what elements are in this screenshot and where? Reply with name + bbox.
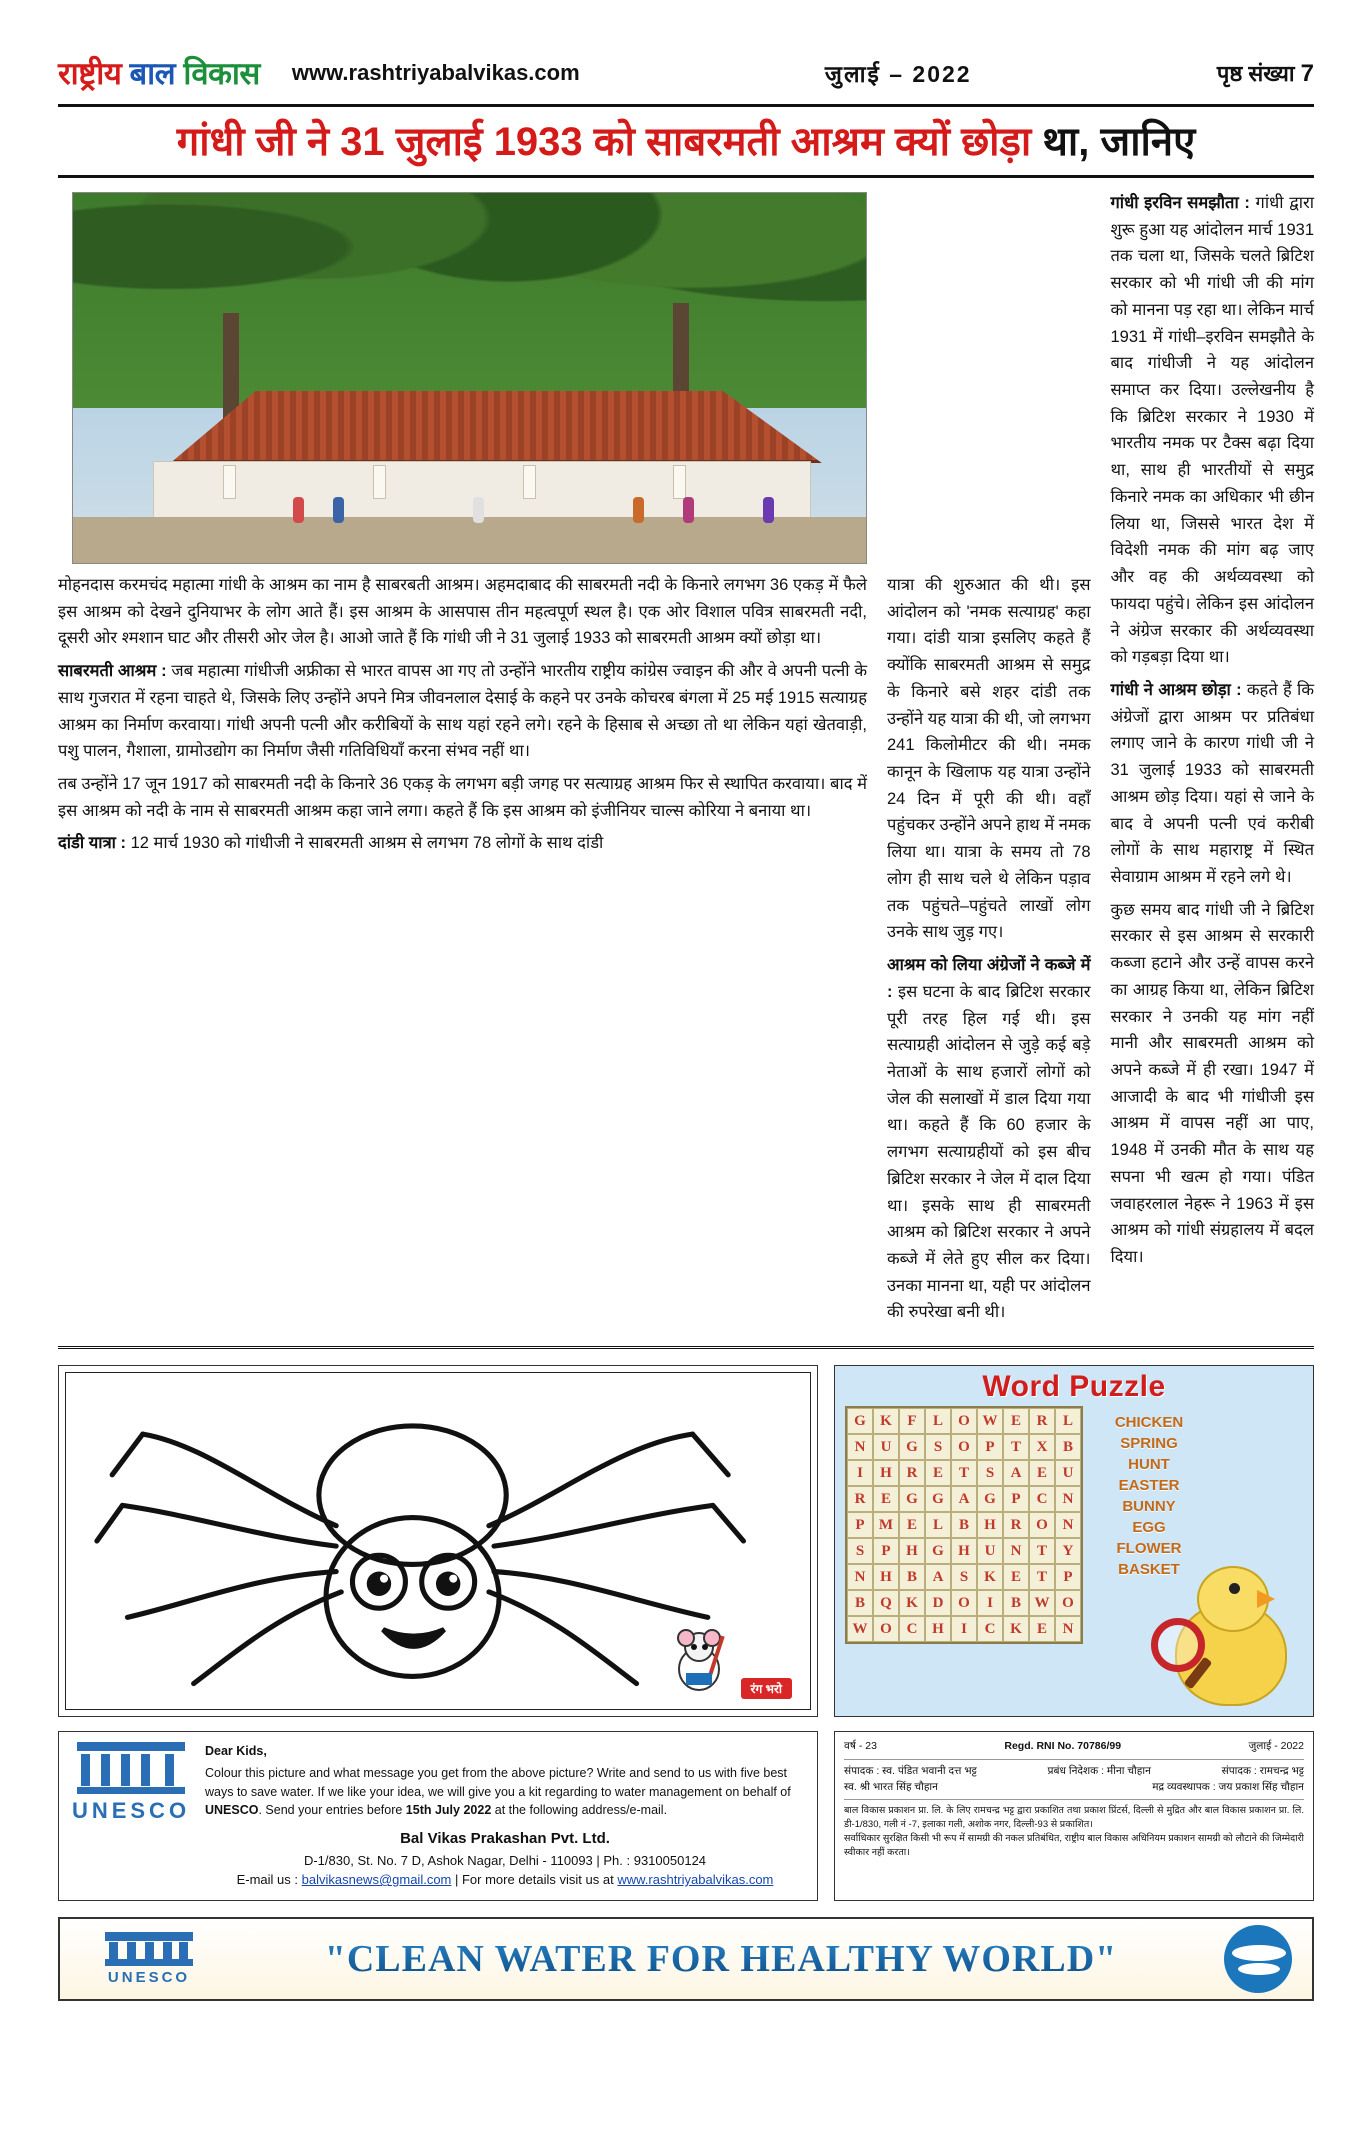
- instruction-part-1: Colour this picture and what message you get from the above picture? Write and send to us with five best ways to save water. If we like your idea, we will give you a kit regarding to water management on behalf of: [205, 1765, 791, 1799]
- unesco-base: [77, 1787, 185, 1794]
- activities-row: [58, 1365, 1314, 1717]
- rni-number: Regd. RNI No. 70786/99: [1004, 1740, 1122, 1753]
- word-puzzle-cell[interactable]: K: [1003, 1616, 1029, 1642]
- word-puzzle-title: Word Puzzle: [982, 1370, 1166, 1404]
- word-puzzle-word: HUNT: [1128, 1456, 1170, 1474]
- subheading: गांधी ने आश्रम छोड़ा :: [1110, 680, 1242, 699]
- word-puzzle-cell[interactable]: P: [847, 1512, 873, 1538]
- greeting: Dear Kids,: [205, 1744, 267, 1759]
- word-puzzle-cell[interactable]: R: [847, 1486, 873, 1512]
- unesco-roof: [105, 1932, 193, 1941]
- word-puzzle-cell[interactable]: I: [951, 1616, 977, 1642]
- word-puzzle-cell[interactable]: G: [847, 1408, 873, 1434]
- ashram-photo: [72, 192, 867, 564]
- word-puzzle-cell[interactable]: E: [873, 1486, 899, 1512]
- article-text: गांधी द्वारा शुरू हुआ यह आंदोलन मार्च 1931 तक चला था, जिसके चलते ब्रिटिश सरकार को भी गांधी जी की मांग को मानना पड़ रहा था। लेकिन मार्च 1931 में गांधी–इरविन समझौते के बाद गांधीजी ने यह आंदोलन समाप्त कर दिया। उल्लेखनीय है कि ब्रिटिश सरकार ने 1930 में भारतीय नमक पर टैक्स बढ़ा दिया था, साथ ही भारतीयों से समुद्र किनारे नमक का अधिकार भी छीन लिया था, जिससे भारत देश में विदेशी नमक की मांग बढ़ जाए और वह की अर्थव्यवस्था को फायदा पहुंचे। लेकिन इस आंदोलन ने अंग्रेज सरकार की अर्थव्यवस्था को गड़बड़ा दिया था।: [1110, 194, 1314, 667]
- article-paragraph: [1111, 677, 1315, 891]
- word-puzzle-word: CHICKEN: [1114, 1414, 1184, 1432]
- footer-unesco-word: UNESCO: [107, 1968, 191, 1986]
- word-puzzle-word: EASTER: [1118, 1477, 1180, 1495]
- photo-pillar: [223, 465, 236, 499]
- unesco-base: [105, 1959, 193, 1966]
- subheading: आश्रम को लिया अंग्रेजों ने कब्जे में :: [887, 956, 1091, 1001]
- subheading: साबरमती आश्रम :: [58, 662, 167, 681]
- word-puzzle-cell[interactable]: T: [1029, 1538, 1055, 1564]
- headline-red: गांधी जी ने 31 जुलाई 1933 को साबरमती आश्रम क्यों छोड़ा: [176, 120, 1032, 164]
- page-number-label: [1217, 58, 1314, 88]
- imprint-box: [834, 1731, 1314, 1901]
- footer-unesco-logo: [74, 1932, 224, 1986]
- globe-wave: [1238, 1963, 1280, 1975]
- rang-bharo-badge: [662, 1627, 792, 1699]
- word-puzzle-cell[interactable]: B: [1055, 1434, 1081, 1460]
- owner-line: स्व. श्री भारत सिंह चौहान: [844, 1780, 938, 1793]
- article-text: इस घटना के बाद ब्रिटिश सरकार पूरी तरह हिल गई थी। इस सत्याग्रही आंदोलन से जुड़े कई बड़े नेताओं के साथ हजारों लोगों को जेल की सलाखों में डाल दिया गया था। कहते हैं कि 60 हजार के लगभग सत्याग्रहीयों को इस बीच ब्रिटिश सरकार ने जेल में दाल दिया था। इसके साथ ही साबरमती आश्रम को ब्रिटिश सरकार ने अपने कब्जे में लेते हुए सील कर दिया। उनका मानना था, यही पर आंदोलन की रुपरेखा बनी थी।: [887, 982, 1091, 1322]
- page-number: 7: [1300, 60, 1314, 87]
- word-puzzle-cell[interactable]: H: [925, 1616, 951, 1642]
- word-puzzle-cell[interactable]: U: [873, 1434, 899, 1460]
- photo-pillar: [523, 465, 536, 499]
- word-puzzle-cell[interactable]: M: [873, 1512, 899, 1538]
- unesco-temple-icon: [105, 1932, 193, 1966]
- word-puzzle-cell[interactable]: K: [977, 1564, 1003, 1590]
- article-paragraph: [58, 658, 867, 765]
- unesco-column: [145, 1942, 154, 1960]
- word-puzzle-cell[interactable]: A: [951, 1486, 977, 1512]
- word-puzzle-cell[interactable]: O: [1055, 1590, 1081, 1616]
- word-puzzle-cell[interactable]: L: [1055, 1408, 1081, 1434]
- word-puzzle-cell[interactable]: B: [951, 1512, 977, 1538]
- word-puzzle-cell[interactable]: D: [925, 1590, 951, 1616]
- article-column-2: [887, 190, 1091, 1332]
- headline-black: था, जानिए: [1031, 120, 1196, 164]
- word-puzzle-panel: [834, 1365, 1314, 1717]
- word-puzzle-word: FLOWER: [1116, 1540, 1182, 1558]
- article-paragraph: मोहनदास करमचंद महात्मा गांधी के आश्रम का नाम है साबरबती आश्रम। अहमदाबाद की साबरमती नदी के किनारे लगभग 36 एकड़ में फैले इस आश्रम को देखने दुनियाभर के लोग आते हैं। इस आश्रम के आसपास तीन महत्वपूर्ण स्थल है। एक ओर विशाल पवित्र साबरमती नदी, दूसरी ओर श्मशान घाट और तीसरी ओर जेल है। आओ जाते हैं कि गांधी जी ने 31 जुलाई 1933 को साबरमती आश्रम क्यों छोड़ा था।: [58, 576, 867, 648]
- word-puzzle-cell[interactable]: E: [1029, 1460, 1055, 1486]
- instruction-part-2: . Send your entries before: [258, 1803, 406, 1818]
- deadline-text: 15th July 2022: [405, 1803, 492, 1818]
- word-puzzle-cell[interactable]: R: [1029, 1408, 1055, 1434]
- word-puzzle-cell[interactable]: W: [1029, 1590, 1055, 1616]
- word-puzzle-cell[interactable]: T: [1029, 1564, 1055, 1590]
- word-puzzle-cell[interactable]: G: [977, 1486, 1003, 1512]
- word-puzzle-cell[interactable]: C: [899, 1616, 925, 1642]
- word-puzzle-cell[interactable]: B: [1003, 1590, 1029, 1616]
- word-puzzle-cell[interactable]: O: [1029, 1512, 1055, 1538]
- article-text: कहते हैं कि अंग्रेजों द्वारा आश्रम पर प्रतिबंधा लगाए जाने के कारण गांधी जी ने 31 जुलाई 1933 को साबरमती आश्रम छोड़ दिया। यहां से जाने के बाद वे अपनी पत्नी एवं करीबी लोगों के साथ महाराष्ट्र में स्थित सेवाग्राम आश्रम में रहने लगे थे।: [1110, 680, 1314, 886]
- article-text: जब महात्मा गांधीजी अफ्रीका से भारत वापस आ गए तो उन्होंने भारतीय राष्ट्रीय कांग्रेस ज्वाइन की और वे अपनी पत्नी के साथ गुजरात में रहना चाहते थे, जिसके लिए उन्होंने अपने मित्र जीवनलाल देसाई के कहने पर उनके कोचरब बंगला में 25 मई 1915 सत्याग्रह आश्रम का निर्माण करवाया। गांधी अपनी पत्नी और करीबियों के साथ यहां रहने लगे। रहने के हिसाब से अच्छा तो था लेकिन यहां खेतवाड़ी, पशु पालन, गैशाला, ग्रामोउद्योग का निर्माण जैसी गतिविधियाँ करना संभव नहीं था।: [58, 662, 868, 761]
- word-puzzle-cell[interactable]: U: [977, 1538, 1003, 1564]
- printer-line: मद्र व्यवस्थापक : जय प्रकाश सिंह चौहान: [1152, 1780, 1304, 1793]
- photo-spacer: [887, 190, 1091, 572]
- word-puzzle-cell[interactable]: N: [1055, 1486, 1081, 1512]
- word-puzzle-cell[interactable]: T: [1003, 1434, 1029, 1460]
- word-puzzle-cell[interactable]: W: [977, 1408, 1003, 1434]
- word-puzzle-cell[interactable]: H: [873, 1564, 899, 1590]
- unesco-roof: [77, 1742, 185, 1751]
- word-puzzle-cell[interactable]: H: [899, 1538, 925, 1564]
- photo-ground: [73, 517, 866, 563]
- unesco-column: [163, 1942, 172, 1960]
- word-puzzle-cell[interactable]: U: [1055, 1460, 1081, 1486]
- word-puzzle-cell[interactable]: E: [1029, 1616, 1055, 1642]
- word-puzzle-cell[interactable]: X: [1029, 1434, 1055, 1460]
- imprint-editor-row: [844, 1764, 1304, 1780]
- divider: [844, 1799, 1304, 1800]
- imprint-month: जुलाई - 2022: [1248, 1740, 1304, 1753]
- unesco-logo: [71, 1742, 191, 1824]
- photo-visitor: [333, 497, 344, 523]
- word-puzzle-cell[interactable]: P: [1003, 1486, 1029, 1512]
- word-puzzle-cell[interactable]: C: [1029, 1486, 1055, 1512]
- article-paragraph: यात्रा की शुरुआत की थी। इस आंदोलन को 'नमक सत्याग्रह' कहा गया। दांडी यात्रा इसलिए कहते हैं क्योंकि साबरमती आश्रम से समुद्र के किनारे बसे शहर दांडी तक उन्होंने यह यात्रा की थी, जो लगभग 241 किलोमीटर की थी। नमक कानून के खिलाफ यह यात्रा उन्होंने 24 दिन में पूरी की थी। वहाँ पहुंचकर उन्होंने अपने हाथ में नमक लिया था। यात्रा के समय तो 78 लोग ही साथ चले थे लेकिन पड़ाव तक पहुंचते–पहुंचते लाखों लोग उनके साथ जुड़ गए।: [887, 576, 1091, 942]
- word-puzzle-cell[interactable]: F: [899, 1408, 925, 1434]
- word-puzzle-cell[interactable]: Y: [1055, 1538, 1081, 1564]
- unesco-column: [165, 1754, 174, 1786]
- issue-date: जुलाई – 2022: [824, 61, 972, 87]
- masthead: [58, 52, 1314, 107]
- article-paragraph: कुछ समय बाद गांधी जी ने ब्रिटिश सरकार से इस आश्रम से सरकारी कब्जा हटाने और उन्हें वापस करने का आग्रह किया था, लेकिन ब्रिटिश सरकार ने उनकी यह मांग नहीं मानी और साबरमती आश्रम को अपने कब्जे में ही रखा। 1947 में आजादी के बाद भी गांधीजी इस आश्रम में वापस नहीं आ पाए, 1948 में उनकी मौत के साथ यह सपना भी खत्म हो गया। पंडित जवाहरलाल नेहरू ने 1963 में इस आश्रम को गांधी संग्रहालय में बदल दिया।: [1110, 900, 1314, 1267]
- article-paragraph: [887, 952, 1091, 1326]
- unesco-column: [179, 1942, 188, 1960]
- word-puzzle-cell[interactable]: S: [847, 1538, 873, 1564]
- info-row: [58, 1731, 1314, 1901]
- brand-part-2: बाल: [129, 56, 176, 91]
- word-puzzle-cell[interactable]: G: [925, 1486, 951, 1512]
- word-puzzle-word: BUNNY: [1122, 1498, 1176, 1516]
- photo-visitor: [683, 497, 694, 523]
- divider: [844, 1759, 1304, 1760]
- publisher-block: [205, 1828, 805, 1890]
- globe-wave: [1232, 1945, 1286, 1961]
- photo-visitor: [633, 497, 644, 523]
- chick-illustration: [1157, 1562, 1307, 1712]
- email-address[interactable]: balvikasnews@gmail.com: [301, 1872, 452, 1888]
- word-puzzle-cell[interactable]: W: [847, 1616, 873, 1642]
- word-puzzle-cell[interactable]: O: [873, 1616, 899, 1642]
- instruction-part-3: at the following address/e-mail.: [491, 1803, 668, 1818]
- footer-banner: [58, 1917, 1314, 2001]
- brand-part-3: विकास: [183, 56, 260, 91]
- magnifier-icon: [1151, 1618, 1205, 1672]
- word-puzzle-cell[interactable]: E: [899, 1512, 925, 1538]
- email-label: E-mail us :: [236, 1872, 298, 1888]
- article-paragraph: तब उन्होंने 17 जून 1917 को साबरमती नदी के किनारे 36 एकड़ के लगभग बड़ी जगह पर सत्याग्रह आश्रम फिर से स्थापित करवाया। बाद में इस आश्रम को नदी के नाम से साबरमती आश्रम कहा जाने लगा। कहते हैं कि इस आश्रम को इंजीनियर चाल्स कोरिया ने बनाया था।: [58, 775, 867, 820]
- mouse-mascot-icon: [662, 1627, 736, 1693]
- volume-year: वर्ष - 23: [844, 1740, 877, 1753]
- article-column-3: [1111, 190, 1315, 1332]
- word-puzzle-cell[interactable]: T: [951, 1460, 977, 1486]
- subheading: दांडी यात्रा :: [58, 834, 127, 853]
- details-label: | For more details visit us at: [455, 1872, 614, 1888]
- rang-bharo-label: रंग भरो: [741, 1678, 792, 1699]
- word-puzzle-cell[interactable]: N: [847, 1564, 873, 1590]
- page-title: [58, 119, 1314, 165]
- word-puzzle-grid[interactable]: [845, 1406, 1083, 1644]
- word-puzzle-cell[interactable]: Q: [873, 1590, 899, 1616]
- imprint-owner-row: [844, 1780, 1304, 1796]
- unesco-column: [81, 1754, 90, 1786]
- website-link[interactable]: www.rashtriyabalvikas.com: [617, 1872, 774, 1888]
- article-paragraph: [58, 830, 867, 857]
- page-label-text: पृष्ठ संख्या: [1216, 61, 1295, 86]
- word-puzzle-cell[interactable]: O: [951, 1408, 977, 1434]
- word-puzzle-cell[interactable]: E: [1003, 1564, 1029, 1590]
- photo-visitor: [473, 497, 484, 523]
- unesco-entry-box: [58, 1731, 818, 1901]
- word-puzzle-word: BASKET: [1118, 1561, 1180, 1579]
- word-puzzle-cell[interactable]: L: [925, 1512, 951, 1538]
- word-puzzle-cell[interactable]: E: [925, 1460, 951, 1486]
- word-puzzle-cell[interactable]: G: [899, 1486, 925, 1512]
- copyright-disclaimer: सर्वाधिकार सुरक्षित किसी भी रूप में सामग्री की नकल प्रतिबंधित, राष्ट्रीय बाल विकास अधिनियम प्रकाशन सामग्री को लौटाने की जिम्मेदारी स्वीकार नहीं करता।: [844, 1832, 1304, 1858]
- brand: [58, 52, 580, 94]
- word-puzzle-cell[interactable]: I: [847, 1460, 873, 1486]
- unesco-column: [127, 1942, 136, 1960]
- word-puzzle-cell[interactable]: R: [1003, 1512, 1029, 1538]
- word-puzzle-cell[interactable]: O: [951, 1434, 977, 1460]
- article-text: 12 मार्च 1930 को गांधीजी ने साबरमती आश्रम से लगभग 78 लोगों के साथ दांडी: [126, 834, 604, 853]
- word-puzzle-cell[interactable]: S: [925, 1434, 951, 1460]
- unesco-temple-icon: [77, 1742, 185, 1794]
- word-puzzle-cell[interactable]: P: [977, 1434, 1003, 1460]
- word-puzzle-cell[interactable]: I: [977, 1590, 1003, 1616]
- word-puzzle-cell[interactable]: N: [1003, 1538, 1029, 1564]
- word-puzzle-cell[interactable]: P: [873, 1538, 899, 1564]
- headline-band: [58, 119, 1314, 178]
- word-puzzle-cell[interactable]: H: [951, 1538, 977, 1564]
- word-puzzle-cell[interactable]: C: [977, 1616, 1003, 1642]
- coloring-picture: [65, 1372, 811, 1710]
- word-puzzle-cell[interactable]: K: [873, 1408, 899, 1434]
- word-puzzle-cell[interactable]: S: [951, 1564, 977, 1590]
- photo-pillar: [373, 465, 386, 499]
- chick-beak: [1257, 1590, 1275, 1608]
- word-puzzle-cell[interactable]: A: [925, 1564, 951, 1590]
- editor-line: संपादक : स्व. पंडित भवानी दत्त भट्ट: [844, 1764, 977, 1777]
- subheading: गांधी इरविन समझौता :: [1110, 194, 1250, 212]
- photo-visitor: [293, 497, 304, 523]
- managing-editor: प्रबंध निदेशक : मीना चौहान: [1047, 1764, 1151, 1777]
- word-puzzle-word: SPRING: [1120, 1435, 1178, 1453]
- contact-line: [205, 1870, 805, 1890]
- word-puzzle-cell[interactable]: B: [847, 1590, 873, 1616]
- word-puzzle-cell[interactable]: N: [847, 1434, 873, 1460]
- water-globe-icon: [1218, 1919, 1298, 1999]
- print-details: बाल विकास प्रकाशन प्रा. लि. के लिए रामचन्द्र भट्ट द्वारा प्रकाशित तथा प्रकाश प्रिंटर्स, दिल्ली से मुद्रित और बाल विकास प्रकाशन प्रा. लि. डी-1/830, गली नं -7, इलाका गली, अशोक नगर, दिल्ली-93 से प्रकाशित।: [844, 1805, 1304, 1831]
- photo-trees: [73, 193, 866, 408]
- word-puzzle-cell[interactable]: N: [1055, 1512, 1081, 1538]
- word-puzzle-cell[interactable]: L: [925, 1408, 951, 1434]
- word-puzzle-cell[interactable]: H: [873, 1460, 899, 1486]
- article-body: [58, 190, 1314, 1349]
- word-puzzle-cell[interactable]: B: [899, 1564, 925, 1590]
- coloring-activity-panel: [58, 1365, 818, 1717]
- word-puzzle-cell[interactable]: O: [951, 1590, 977, 1616]
- word-puzzle-cell[interactable]: G: [925, 1538, 951, 1564]
- word-puzzle-cell[interactable]: E: [1003, 1408, 1029, 1434]
- photo-visitor: [763, 497, 774, 523]
- website-url[interactable]: www.rashtriyabalvikas.com: [291, 60, 580, 85]
- brand-part-1: राष्ट्रीय: [58, 56, 122, 91]
- word-puzzle-cell[interactable]: A: [1003, 1460, 1029, 1486]
- publisher-address: D-1/830, St. No. 7 D, Ashok Nagar, Delhi - 110093 | Ph. : 9310050124: [303, 1852, 707, 1868]
- word-puzzle-cell[interactable]: R: [899, 1460, 925, 1486]
- word-puzzle-cell[interactable]: G: [899, 1434, 925, 1460]
- word-puzzle-word: EGG: [1132, 1519, 1166, 1537]
- publisher-name: Bal Vikas Prakashan Pvt. Ltd.: [400, 1830, 610, 1848]
- word-puzzle-cell[interactable]: P: [1055, 1564, 1081, 1590]
- word-puzzle-cell[interactable]: S: [977, 1460, 1003, 1486]
- word-puzzle-cell[interactable]: K: [899, 1590, 925, 1616]
- unesco-column: [109, 1942, 118, 1960]
- footer-slogan: "CLEAN WATER FOR HEALTHY WORLD": [224, 1937, 1218, 1981]
- unesco-column: [141, 1754, 150, 1786]
- unesco-column: [121, 1754, 130, 1786]
- instruction-text: [205, 1764, 805, 1820]
- unesco-instructions: [205, 1742, 805, 1890]
- unesco-column: [101, 1754, 110, 1786]
- publisher-editor: संपादक : रामचन्द्र भट्ट: [1221, 1764, 1304, 1777]
- unesco-mention: UNESCO: [205, 1803, 259, 1818]
- article-paragraph: [1111, 190, 1315, 671]
- word-puzzle-cell[interactable]: H: [977, 1512, 1003, 1538]
- article-column-1: [58, 190, 867, 1332]
- imprint-top-row: [844, 1739, 1304, 1755]
- word-puzzle-cell[interactable]: N: [1055, 1616, 1081, 1642]
- unesco-wordmark: UNESCO: [71, 1798, 191, 1824]
- brand-title: [58, 52, 260, 94]
- photo-pillar: [673, 465, 686, 499]
